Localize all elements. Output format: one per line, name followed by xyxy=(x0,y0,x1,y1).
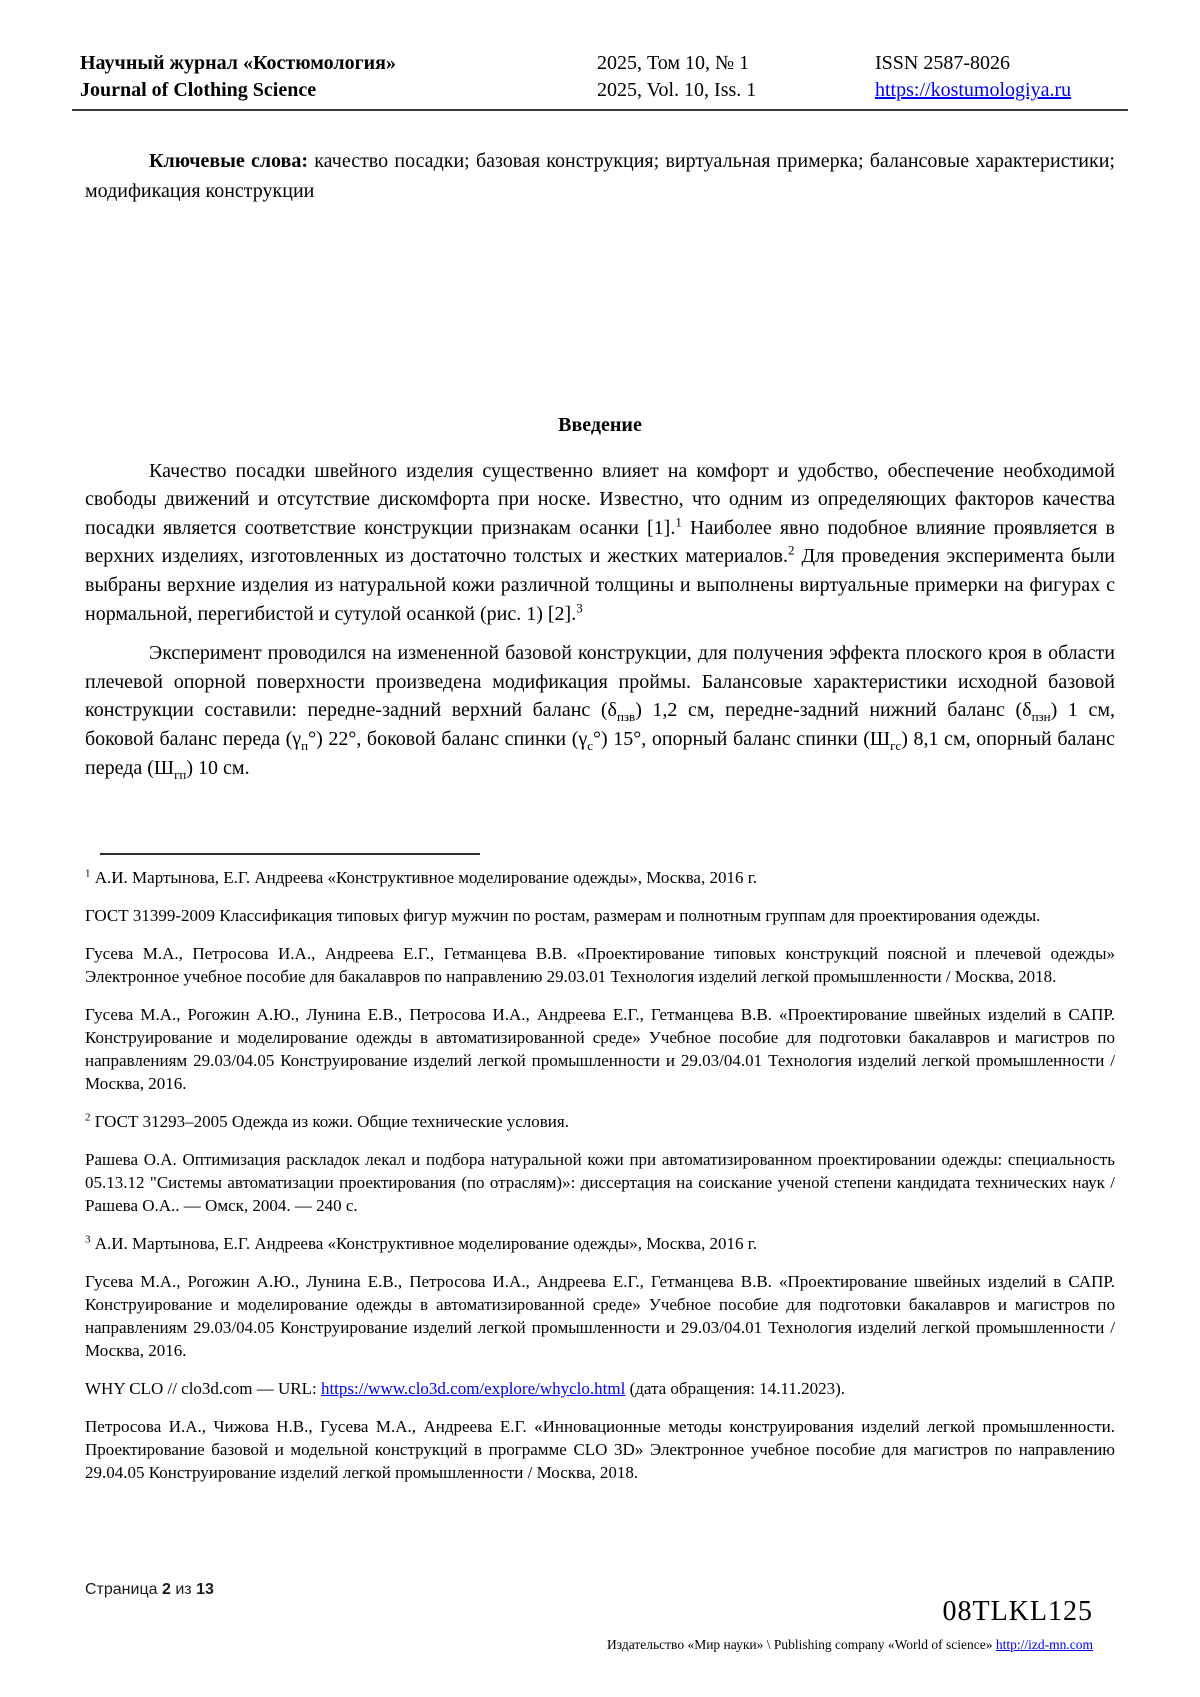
footnote-text: ГОСТ 31293–2005 Одежда из кожи. Общие технические условия. xyxy=(90,1112,569,1131)
symbol-subscript: гп xyxy=(174,766,187,782)
issue-info-block xyxy=(597,50,875,104)
symbol-subscript: гс xyxy=(890,737,902,753)
footnote-marker-3: 3 xyxy=(85,1233,91,1246)
footnote-3-cont xyxy=(85,1415,1115,1484)
journal-title-ru: Научный журнал «Костюмология» xyxy=(80,52,396,74)
footnote-text: Гусева М.А., Рогожин А.Ю., Лунина Е.В., Петросова И.А., Андреева Е.Г., Гетманцева В.В. «Проектирование швейных изделий в САПР. Конструирование и моделирование одежды в автоматизированной среде» Учебное пособие для подготовки бакалавров и магистров по направлениям 29.03/04.05 Конструирование изделий легкой промышленности и 29.03/04.01 Технология изделий легкой промышленности / Москва, 2016. xyxy=(85,1005,1115,1093)
journal-title-en: Journal of Clothing Science xyxy=(80,79,317,101)
whyclo-link[interactable]: https://www.clo3d.com/explore/whyclo.html xyxy=(320,1379,626,1398)
footnote-separator xyxy=(100,853,480,855)
footnote-1-cont xyxy=(85,1003,1115,1095)
footnote-3-cont xyxy=(85,1270,1115,1362)
footnote-3 xyxy=(85,1232,1115,1255)
footnote-ref-2: 2 xyxy=(788,542,795,558)
footnote-2-cont xyxy=(85,1148,1115,1217)
keywords-label: Ключевые слова: xyxy=(149,150,309,172)
journal-site-row xyxy=(875,77,1128,104)
intro-p1-text: Качество посадки швейного изделия существенно влияет на комфорт и удобство, обеспечение необходимой свободы движений и отсутствие дискомфорта при носке. Известно, что одним из определяющих факторов качества посадки является соответствие конструкции признакам осанки [1]. xyxy=(85,459,1115,539)
keywords-paragraph xyxy=(85,146,1115,206)
footnote-3-cont xyxy=(85,1377,1115,1400)
symbol-subscript: пзн xyxy=(1031,709,1051,725)
journal-site-link[interactable]: https://kostumologiya.ru xyxy=(875,79,1072,101)
intro-p2-text: ) 10 см. xyxy=(186,756,250,779)
footnotes-section xyxy=(85,866,1115,1499)
symbol-subscript: с xyxy=(587,737,593,753)
footnote-text: Петросова И.А., Чижова Н.В., Гусева М.А., Андреева Е.Г. «Инновационные методы конструирования изделий легкой промышленности. Проектирование базовой и модельной конструкций в программе CLO 3D» Электронное учебное пособие для магистров по направлению 29.04.05 Конструирование изделий легкой промышленности / Москва, 2018. xyxy=(85,1417,1115,1482)
issn-block xyxy=(875,50,1128,104)
intro-p1-text: Наиболее явно подобное влияние проявляется в верхних изделиях, изготовленных из достаточно толстых и жестких материалов. xyxy=(85,516,1115,568)
publisher-line xyxy=(607,1637,1093,1653)
footnote-text: WHY CLO // clo3d.com — URL: xyxy=(85,1379,321,1398)
keywords-text: качество посадки; базовая конструкция; виртуальная примерка; балансовые характеристики; модификация конструкции xyxy=(85,150,1115,202)
intro-p2-text: ) 1,2 см, передне-задний нижний баланс (δ xyxy=(635,699,1032,722)
page-current: 2 xyxy=(161,1581,171,1598)
publisher-link[interactable]: http://izd-mn.com xyxy=(995,1637,1093,1652)
issn-number: ISSN 2587-8026 xyxy=(875,52,1011,74)
footnote-1 xyxy=(85,866,1115,889)
page-number-line xyxy=(85,1581,214,1599)
symbol-subscript: п xyxy=(301,737,309,753)
footnote-text: А.И. Мартынова, Е.Г. Андреева «Конструктивное моделирование одежды», Москва, 2016 г. xyxy=(90,1234,758,1253)
intro-p2-text: °) 15°, опорный баланс спинки (Ш xyxy=(592,727,891,750)
journal-title-block xyxy=(72,50,597,104)
footnote-1-cont xyxy=(85,942,1115,988)
footnote-marker-2: 2 xyxy=(85,1111,91,1124)
footnote-ref-1: 1 xyxy=(675,514,682,530)
intro-p1-text: Для проведения эксперимента были выбраны верхние изделия из натуральной кожи различной толщины и выполнены виртуальные примерки на фигурах с нормальной, перегибистой и сутулой осанкой (рис. 1) [2]. xyxy=(85,545,1115,625)
page-label: Страница xyxy=(85,1581,158,1598)
footnote-text: Гусева М.А., Рогожин А.Ю., Лунина Е.В., Петросова И.А., Андреева Е.Г., Гетманцева В.В. «Проектирование швейных изделий в САПР. Конструирование и моделирование одежды в автоматизированной среде» Учебное пособие для подготовки бакалавров и магистров по направлениям 29.03/04.05 Конструирование изделий легкой промышленности и 29.03/04.01 Технология изделий легкой промышленности / Москва, 2016. xyxy=(85,1272,1115,1360)
intro-p2-text: Эксперимент проводился на измененной базовой конструкции, для получения эффекта плоского кроя в области плечевой опорной поверхности произведена модификация проймы. Балансовые характеристики исходной базовой конструкции составили: передне-задний верхний баланс (δ xyxy=(85,642,1115,722)
journal-header xyxy=(72,50,1128,111)
footnote-text: А.И. Мартынова, Е.Г. Андреева «Конструктивное моделирование одежды», Москва, 2016 г. xyxy=(90,868,758,887)
intro-p2-text: ) 8,1 см, опорный баланс переда (Ш xyxy=(85,727,1116,779)
intro-paragraph-1 xyxy=(85,457,1115,629)
publisher-text: Издательство «Мир науки» \ Publishing company «World of science» xyxy=(607,1637,996,1652)
introduction-section xyxy=(85,411,1115,793)
issue-info-en: 2025, Vol. 10, Iss. 1 xyxy=(597,79,757,101)
intro-p2-text: °) 22°, боковой баланс спинки (γ xyxy=(308,727,588,750)
intro-paragraph-2 xyxy=(85,639,1115,782)
footnote-text: (дата обращения: 14.11.2023). xyxy=(625,1379,846,1398)
footnote-1-cont xyxy=(85,904,1115,927)
footnote-text: ГОСТ 31399-2009 Классификация типовых фигур мужчин по ростам, размерам и полнотным группам для проектирования одежды. xyxy=(85,906,1041,925)
footnote-2 xyxy=(85,1110,1115,1133)
page-total: 13 xyxy=(196,1581,214,1598)
document-id: 08TLKL125 xyxy=(942,1596,1093,1627)
footnote-text: Гусева М.А., Петросова И.А., Андреева Е.Г., Гетманцева В.В. «Проектирование типовых конструкций поясной и плечевой одежды» Электронное учебное пособие для бакалавров по направлению 29.03.01 Технология изделий легкой промышленности / Москва, 2018. xyxy=(85,944,1115,986)
symbol-subscript: пзв xyxy=(616,709,636,725)
issue-info-ru: 2025, Том 10, № 1 xyxy=(597,52,750,74)
footnote-ref-3: 3 xyxy=(576,599,583,615)
page-of: из xyxy=(175,1581,192,1598)
section-heading-introduction: Введение xyxy=(558,414,642,436)
footnote-marker-1: 1 xyxy=(85,867,91,880)
footnote-text: Рашева О.А. Оптимизация раскладок лекал и подбора натуральной кожи при автоматизированном проектировании одежды: специальность 05.13.12 "Системы автоматизации проектирования (по отраслям)»: диссертация на соискание ученой степени кандидата технических наук / Рашева О.А.. — Омск, 2004. — 240 с. xyxy=(85,1150,1115,1215)
intro-p2-text: ) 1 см, боковой баланс переда (γ xyxy=(85,699,1116,750)
